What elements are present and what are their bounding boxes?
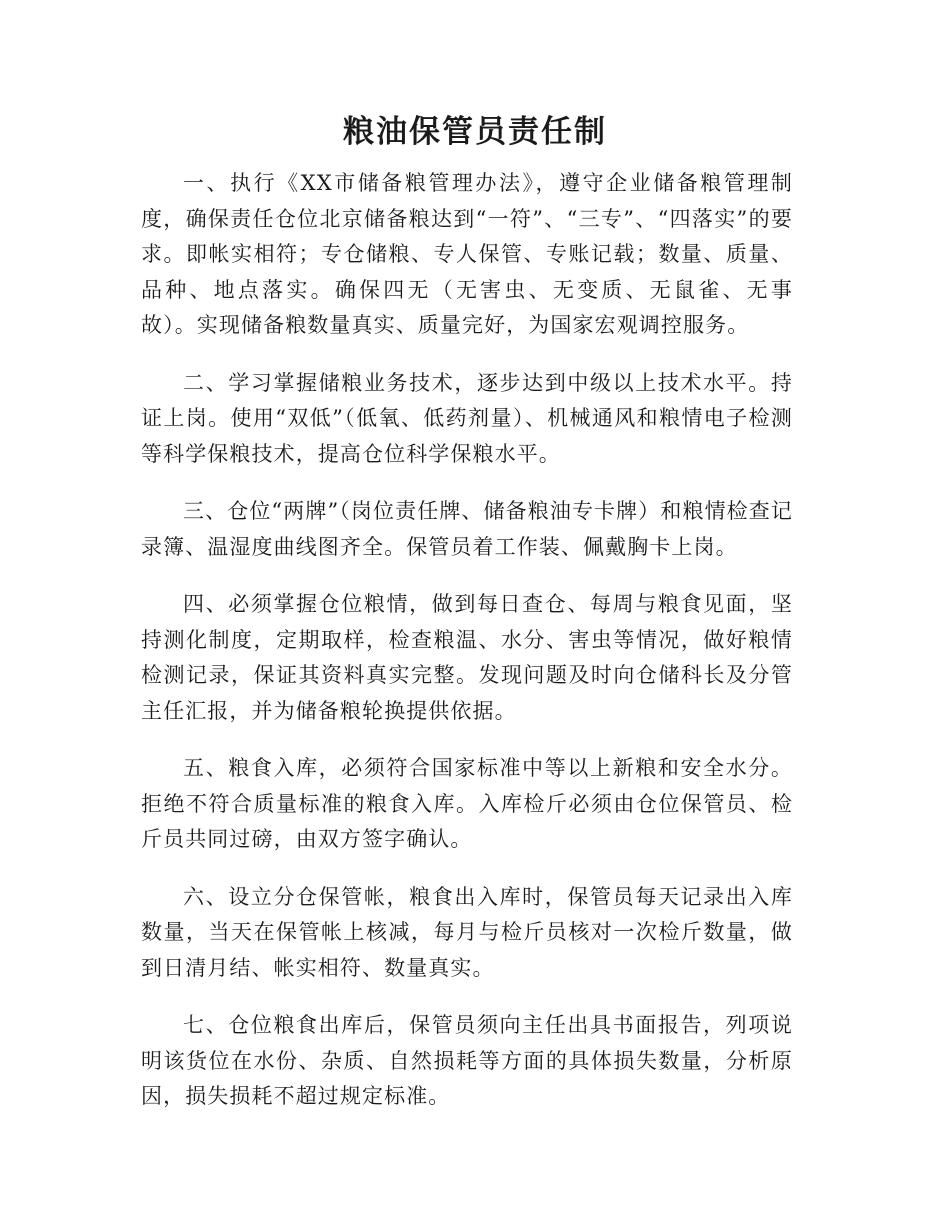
- document-title: 粮油保管员责任制: [343, 114, 607, 150]
- paragraph-1: 一、执行《XX市储备粮管理办法》，遵守企业储备粮管理制度，确保责任仓位北京储备粮达到“一符”、“三专”、“四落实”的要求。即帐实相符；专仓储粮、专人保管、专账记载；数量、质量、品种、地点落实。确保四无（无害虫、无变质、无鼠雀、无事故）。实现储备粮数量真实、质量完好，为国家宏观调控服务。: [141, 171, 793, 337]
- document-body: [141, 166, 793, 1137]
- paragraph-7: 七、仓位粮食出库后，保管员须向主任出具书面报告，列项说明该货位在水份、杂质、自然损耗等方面的具体损失数量，分析原因，损失损耗不超过规定标准。: [141, 1013, 793, 1108]
- paragraph-3: 三、仓位“两牌”（岗位责任牌、储备粮油专卡牌）和粮情检查记录簿、温湿度曲线图齐全。保管员着工作装、佩戴胸卡上岗。: [141, 499, 793, 559]
- paragraph-2: 二、学习掌握储粮业务技术，逐步达到中级以上技术水平。持证上岗。使用“双低”（低氧、低药剂量）、机械通风和粮情电子检测等科学保粮技术，提高仓位科学保粮水平。: [141, 370, 793, 466]
- paragraph-4: 四、必须掌握仓位粮情，做到每日查仓、每周与粮食见面，坚持测化制度，定期取样，检查粮温、水分、害虫等情况，做好粮情检测记录，保证其资料真实完整。发现问题及时向仓储科长及分管主任汇报，并为储备粮轮换提供依据。: [141, 592, 793, 723]
- paragraph-6: 六、设立分仓保管帐，粮食出入库时，保管员每天记录出入库数量，当天在保管帐上核减，每月与检斤员核对一次检斤数量，做到日清月结、帐实相符、数量真实。: [141, 884, 793, 980]
- paragraph-5: 五、粮食入库，必须符合国家标准中等以上新粮和安全水分。拒绝不符合质量标准的粮食入库。入库检斤必须由仓位保管员、检斤员共同过磅，由双方签字确认。: [141, 756, 793, 851]
